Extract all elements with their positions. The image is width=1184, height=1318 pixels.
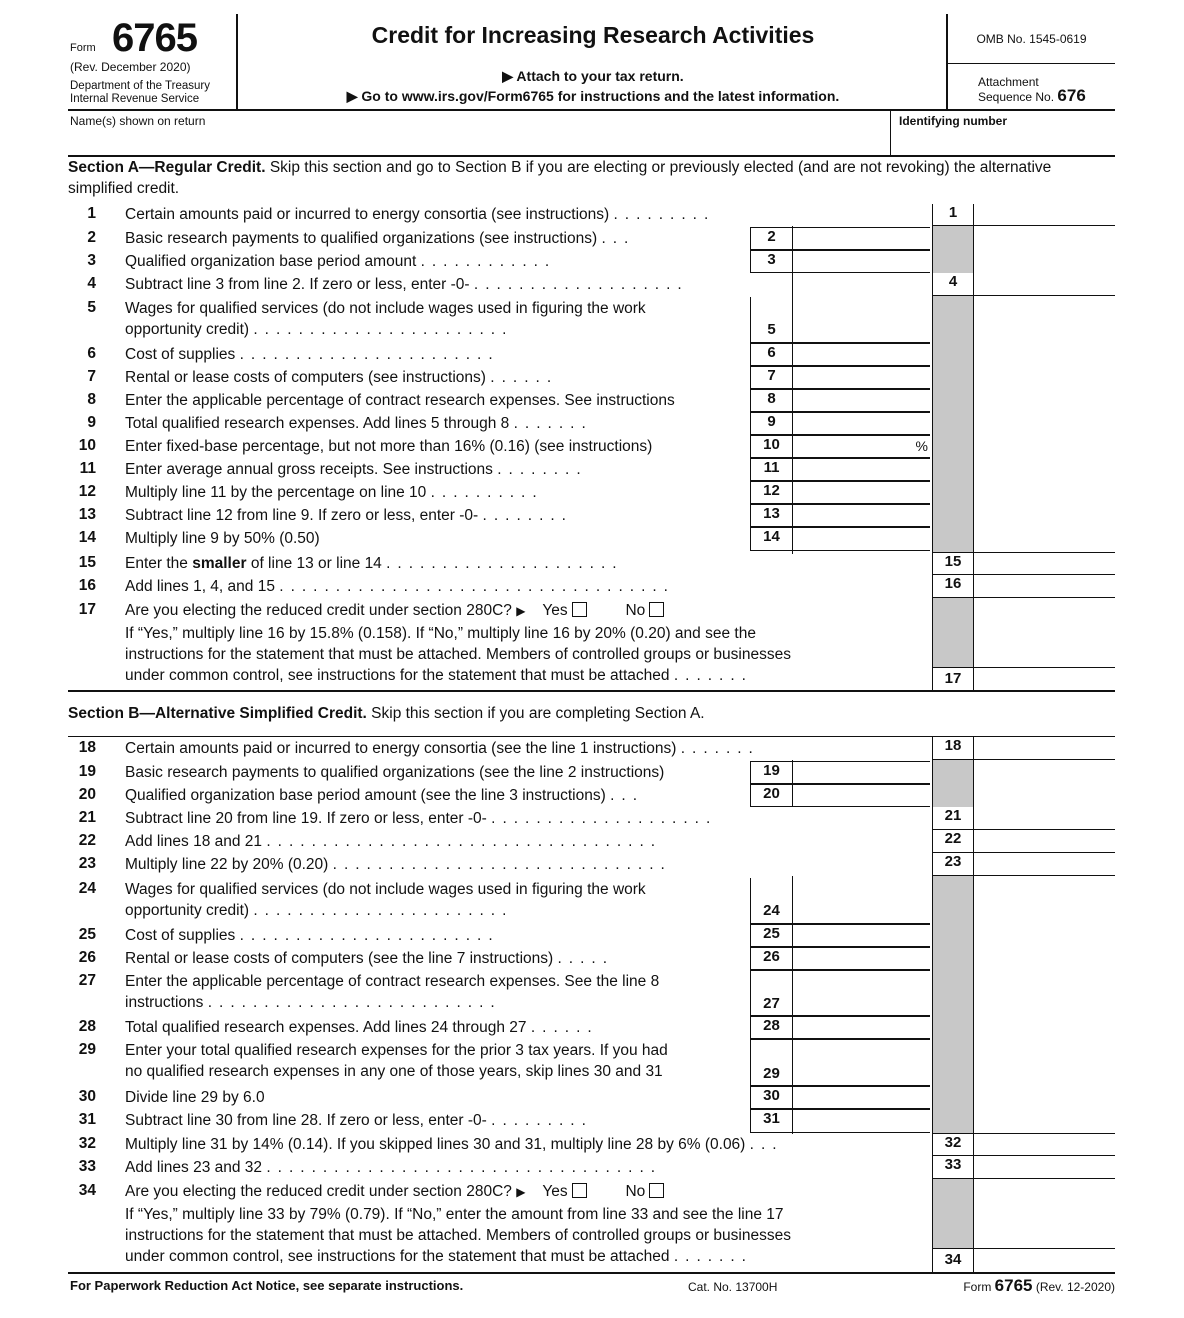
line-33-amount[interactable]: 33 bbox=[932, 1156, 1115, 1179]
line-18-amount[interactable]: 18 bbox=[932, 737, 1115, 760]
line-34-no-checkbox[interactable] bbox=[649, 1183, 664, 1198]
omb-block bbox=[946, 14, 1115, 111]
line-12: 12 Multiply line 11 by the percentage on line 10 .......... 12 bbox=[68, 481, 1115, 504]
line-1: 1 Certain amounts paid or incurred to energy consortia (see instructions) ......... 1 bbox=[68, 204, 1115, 226]
sequence-number: 676 bbox=[1057, 86, 1086, 105]
line-10-percentage[interactable]: 10 % bbox=[750, 435, 930, 458]
percent-sign: % bbox=[915, 438, 928, 454]
form-number: 6765 bbox=[112, 16, 197, 60]
department: Department of the Treasury Internal Revenue Service bbox=[70, 80, 210, 105]
line-4-amount[interactable]: 4 bbox=[932, 273, 1115, 296]
form-6765 bbox=[68, 14, 1115, 1304]
line-17: 17 Are you electing the reduced credit under section 280C? ▶ Yes No If “Yes,” multiply line 16 by 15.8% (0.158). If “No,” multiply line 16 by 20% (0.20) and see the instructions for the statement that must be attached. Members of controlled groups or businesses under common control, see instructions for the statement that must be attached ....... 17 bbox=[68, 599, 1115, 691]
line-18: 18 Certain amounts paid or incurred to energy consortia (see the line 1 instructions) ....... 18 bbox=[68, 737, 1115, 760]
line-19: 19 Basic research payments to qualified organizations (see the line 2 instructions) 19 bbox=[68, 761, 1115, 784]
line-5-amount[interactable]: 5 bbox=[750, 297, 930, 343]
line-2-amount[interactable]: 2 bbox=[750, 227, 930, 250]
line-5: 5 Wages for qualified services (do not include wages used in figuring the work opportunity credit) ....................... 5 bbox=[68, 297, 1115, 343]
catalog-number: Cat. No. 13700H bbox=[688, 1280, 778, 1294]
form-word: Form bbox=[70, 42, 96, 54]
line-16: 16 Add lines 1, 4, and 15 ................................... 16 bbox=[68, 575, 1115, 598]
line-28-amount[interactable]: 28 bbox=[750, 1016, 930, 1039]
line-29: 29 Enter your total qualified research expenses for the prior 3 tax years. If you had no qualified research expenses in any one of those years, skip lines 30 and 31 29 bbox=[68, 1039, 1115, 1086]
section-a-bottom-rule bbox=[68, 690, 1115, 692]
line-17-no-checkbox[interactable] bbox=[649, 602, 664, 617]
line-14-amount[interactable]: 14 bbox=[750, 527, 930, 551]
line-24-amount[interactable]: 24 bbox=[750, 878, 930, 924]
line-17-amount[interactable]: 17 bbox=[932, 667, 1115, 691]
section-a-heading: Section A—Regular Credit. Skip this section and go to Section B if you are electing or previously elected (and are not revoking) the alternative simplified credit. bbox=[68, 159, 1052, 197]
line-11-amount[interactable]: 11 bbox=[750, 458, 930, 481]
line-12-amount[interactable]: 12 bbox=[750, 481, 930, 504]
line-29-amount[interactable]: 29 bbox=[750, 1039, 930, 1086]
identifying-number-field[interactable] bbox=[890, 111, 1115, 157]
section-b-bottom-rule bbox=[68, 1272, 1115, 1274]
section-b-heading: Section B—Alternative Simplified Credit. Skip this section if you are completing Section A. bbox=[68, 705, 705, 722]
line-17-yes-checkbox[interactable] bbox=[572, 602, 587, 617]
line-34: 34 Are you electing the reduced credit under section 280C? ▶ Yes No If “Yes,” multiply line 33 by 79% (0.79). If “No,” enter the amount from line 33 and see the line 17 instructions for the statement that must be attached. Members of controlled groups or businesses under common control, see instructions for the statement that must be attached ....... 34 bbox=[68, 1180, 1115, 1272]
line-11: 11 Enter average annual gross receipts. See instructions ........ 11 bbox=[68, 458, 1115, 481]
title-block bbox=[240, 14, 946, 111]
line-26-amount[interactable]: 26 bbox=[750, 947, 930, 970]
line-20: 20 Qualified organization base period amount (see the line 3 instructions) ... 20 bbox=[68, 784, 1115, 807]
line-21-amount[interactable]: 21 bbox=[932, 807, 1115, 830]
line-31: 31 Subtract line 30 from line 28. If zero or less, enter -0- ......... 31 bbox=[68, 1109, 1115, 1133]
line-15-amount[interactable]: 15 bbox=[932, 552, 1115, 575]
line-1-amount[interactable]: 1 bbox=[932, 204, 1115, 226]
line-15: 15 Enter the smaller of line 13 or line 14 ..................... 15 bbox=[68, 552, 1115, 575]
line-23-amount[interactable]: 23 bbox=[932, 853, 1115, 876]
line-25: 25 Cost of supplies ....................... 25 bbox=[68, 924, 1115, 947]
line-6: 6 Cost of supplies ....................... 6 bbox=[68, 343, 1115, 366]
line-32: 32 Multiply line 31 by 14% (0.14). If you skipped lines 30 and 31, multiply line 28 by 6% (0.06) ... 32 bbox=[68, 1133, 1115, 1156]
line-21: 21 Subtract line 20 from line 19. If zero or less, enter -0- .................... 21 bbox=[68, 807, 1115, 830]
website-instruction: ▶ Go to www.irs.gov/Form6765 for instructions and the latest information. bbox=[346, 88, 840, 104]
line-20-amount[interactable]: 20 bbox=[750, 784, 930, 807]
line-3-amount[interactable]: 3 bbox=[750, 250, 930, 273]
line-33: 33 Add lines 23 and 32 ................................... 33 bbox=[68, 1156, 1115, 1179]
line-3: 3 Qualified organization base period amount ............ 3 bbox=[68, 250, 1115, 273]
line-25-amount[interactable]: 25 bbox=[750, 924, 930, 947]
line-8-amount[interactable]: 8 bbox=[750, 389, 930, 412]
attach-instruction: ▶ Attach to your tax return. bbox=[502, 68, 684, 84]
form-id-block bbox=[68, 14, 238, 111]
name-row bbox=[68, 111, 1115, 157]
line-19-amount[interactable]: 19 bbox=[750, 761, 930, 784]
line-16-amount[interactable]: 16 bbox=[932, 575, 1115, 598]
line-14: 14 Multiply line 9 by 50% (0.50) 14 bbox=[68, 527, 1115, 551]
omb-number: OMB No. 1545-0619 bbox=[948, 32, 1115, 64]
line-10: 10 Enter fixed-base percentage, but not more than 16% (0.16) (see instructions) 10 % bbox=[68, 435, 1115, 458]
line-34-amount[interactable]: 34 bbox=[932, 1248, 1115, 1272]
line-4: 4 Subtract line 3 from line 2. If zero or less, enter -0- ................... 4 bbox=[68, 273, 1115, 296]
line-26: 26 Rental or lease costs of computers (see the line 7 instructions) ..... 26 bbox=[68, 947, 1115, 970]
form-header bbox=[68, 14, 1115, 111]
name-label: Name(s) shown on return bbox=[70, 114, 206, 128]
attachment-sequence: Attachment Sequence No. 676 bbox=[978, 75, 1086, 105]
line-9-amount[interactable]: 9 bbox=[750, 412, 930, 435]
form-footer bbox=[68, 1276, 1115, 1300]
line-31-amount[interactable]: 31 bbox=[750, 1109, 930, 1133]
footer-form-id: Form 6765 (Rev. 12-2020) bbox=[963, 1276, 1115, 1295]
identifying-number-label: Identifying number bbox=[899, 114, 1007, 128]
line-34-yes-checkbox[interactable] bbox=[572, 1183, 587, 1198]
line-2: 2 Basic research payments to qualified organizations (see instructions) ... 2 bbox=[68, 227, 1115, 250]
line-22-amount[interactable]: 22 bbox=[932, 830, 1115, 853]
line-13-amount[interactable]: 13 bbox=[750, 504, 930, 527]
line-30-amount[interactable]: 30 bbox=[750, 1086, 930, 1109]
form-title: Credit for Increasing Research Activities bbox=[371, 22, 815, 48]
line-7: 7 Rental or lease costs of computers (see instructions) ...... 7 bbox=[68, 366, 1115, 389]
line-22: 22 Add lines 18 and 21 ................................... 22 bbox=[68, 830, 1115, 853]
line-8: 8 Enter the applicable percentage of contract research expenses. See instructions 8 bbox=[68, 389, 1115, 412]
form-revision: (Rev. December 2020) bbox=[70, 60, 191, 74]
line-6-amount[interactable]: 6 bbox=[750, 343, 930, 366]
line-27: 27 Enter the applicable percentage of contract research expenses. See the line 8 instructions .......................... 27 bbox=[68, 970, 1115, 1016]
line-27-amount[interactable]: 27 bbox=[750, 970, 930, 1016]
line-9: 9 Total qualified research expenses. Add lines 5 through 8 ....... 9 bbox=[68, 412, 1115, 435]
paperwork-notice: For Paperwork Reduction Act Notice, see separate instructions. bbox=[70, 1278, 464, 1293]
line-32-amount[interactable]: 32 bbox=[932, 1133, 1115, 1156]
line-13: 13 Subtract line 12 from line 9. If zero or less, enter -0- ........ 13 bbox=[68, 504, 1115, 527]
line-23: 23 Multiply line 22 by 20% (0.20) .............................. 23 bbox=[68, 853, 1115, 876]
line-28: 28 Total qualified research expenses. Add lines 24 through 27 ...... 28 bbox=[68, 1016, 1115, 1039]
line-7-amount[interactable]: 7 bbox=[750, 366, 930, 389]
line-24: 24 Wages for qualified services (do not include wages used in figuring the work opportunity credit) ....................... 24 bbox=[68, 878, 1115, 924]
line-30: 30 Divide line 29 by 6.0 30 bbox=[68, 1086, 1115, 1109]
